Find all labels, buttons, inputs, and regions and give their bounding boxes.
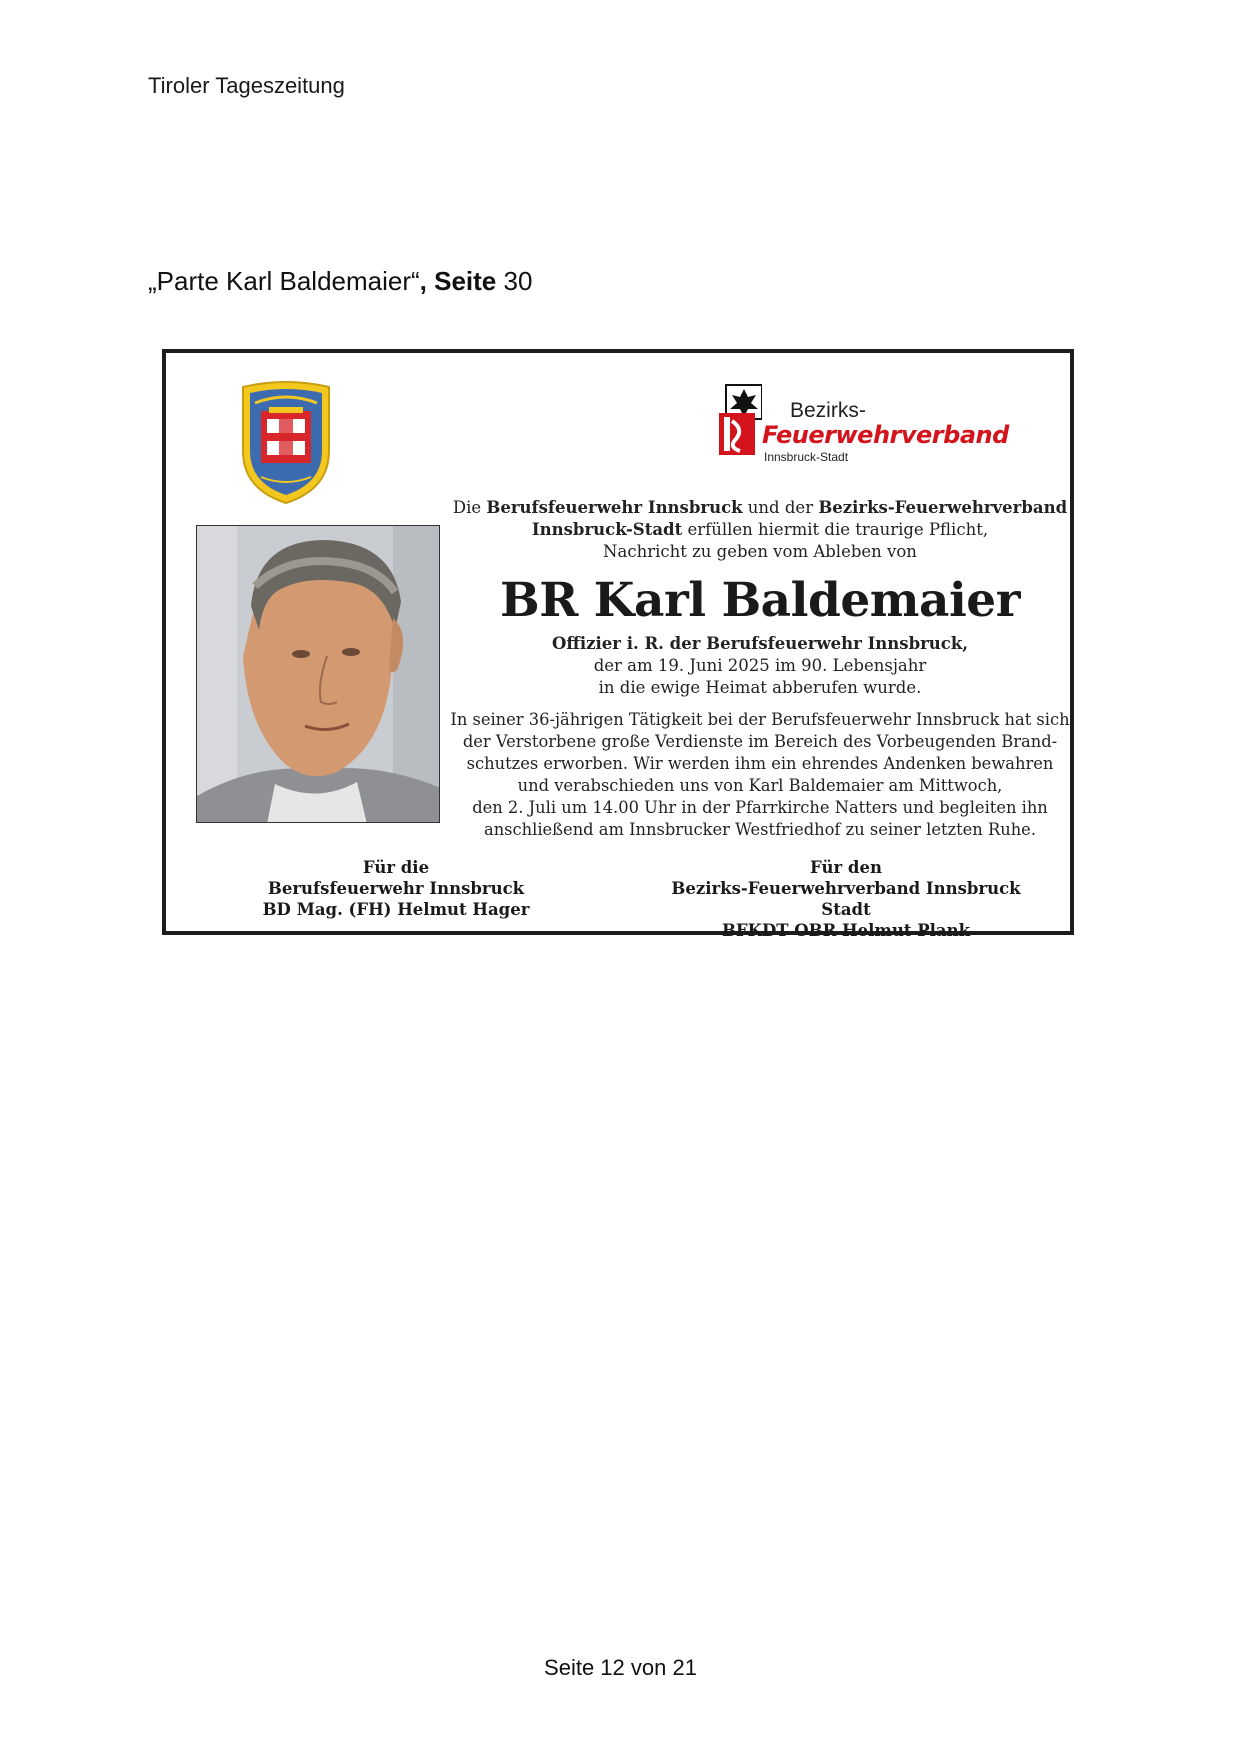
signature-left-line-1: Für die bbox=[362, 858, 430, 877]
intro-text: und der bbox=[742, 498, 819, 517]
deceased-rank: Offizier i. R. der Berufsfeuerwehr Innsbruck, bbox=[551, 634, 969, 653]
death-date-line: der am 19. Juni 2025 im 90. Lebensjahr bbox=[593, 656, 927, 675]
article-title-separator: , bbox=[419, 266, 435, 296]
body-line: den 2. Juli um 14.00 Uhr in der Pfarrkirche Natters und begleiten ihn bbox=[472, 798, 1048, 817]
obituary-notice bbox=[162, 349, 1074, 940]
death-date-line-2: in die ewige Heimat abberufen wurde. bbox=[598, 678, 922, 697]
body-line: und verabschieden uns von Karl Baldemaier am Mittwoch, bbox=[517, 776, 1003, 795]
intro-line-2 bbox=[446, 519, 1074, 541]
page-footer: Seite 12 von 21 bbox=[544, 1655, 697, 1680]
publication-name: Tiroler Tageszeitung bbox=[148, 73, 345, 98]
logo-sub-text: Innsbruck-Stadt bbox=[764, 450, 849, 464]
intro-text: Die bbox=[452, 498, 487, 517]
signature-right bbox=[646, 857, 1046, 941]
intro-text: erfüllen hiermit die traurige Pflicht, bbox=[682, 520, 989, 539]
signature-left-line-2: Berufsfeuerwehr Innsbruck bbox=[267, 879, 525, 898]
feuerwehrverband-logo-icon bbox=[718, 383, 1018, 464]
article-title-quote: „Parte Karl Baldemaier“ bbox=[148, 266, 420, 296]
body-line: In seiner 36-jährigen Tätigkeit bei der Berufsfeuerwehr Innsbruck hat sich bbox=[450, 710, 1070, 729]
berufsfeuerwehr-crest-icon bbox=[239, 381, 333, 505]
deceased-name: BR Karl Baldemaier bbox=[500, 573, 1020, 628]
body-line: der Verstorbene große Verdienste im Bereich des Vorbeugenden Brand- bbox=[462, 732, 1058, 751]
notice-body bbox=[446, 709, 1074, 841]
portrait-photo bbox=[196, 525, 440, 823]
intro-line-1 bbox=[446, 497, 1074, 519]
signature-left-line-3: BD Mag. (FH) Helmut Hager bbox=[262, 900, 530, 919]
body-line: anschließend am Innsbrucker Westfriedhof zu seiner letzten Ruhe. bbox=[483, 820, 1036, 839]
signature-right-line-3: BFKDT OBR Helmut Plank bbox=[721, 921, 971, 940]
intro-org-2: Bezirks-Feuerwehrverband bbox=[818, 498, 1068, 517]
intro-line-3: Nachricht zu geben vom Ableben von bbox=[603, 542, 917, 561]
body-line: schutzes erworben. Wir werden ihm ein ehrendes Andenken bewahren bbox=[466, 754, 1054, 773]
logo-top-text: Bezirks- bbox=[790, 399, 866, 422]
article-page-number: 30 bbox=[503, 266, 533, 296]
notice-intro bbox=[446, 497, 1074, 563]
article-page-label: Seite bbox=[434, 266, 497, 296]
intro-org-1: Berufsfeuerwehr Innsbruck bbox=[486, 498, 743, 517]
logo-main-text: Feuerwehrverband bbox=[762, 421, 1009, 449]
signature-left bbox=[236, 857, 556, 920]
signature-right-line-2: Bezirks-Feuerwehrverband Innsbruck Stadt bbox=[671, 879, 1021, 919]
intro-org-2-cont: Innsbruck-Stadt bbox=[531, 520, 683, 539]
article-title bbox=[148, 266, 532, 297]
signature-right-line-1: Für den bbox=[810, 858, 882, 877]
